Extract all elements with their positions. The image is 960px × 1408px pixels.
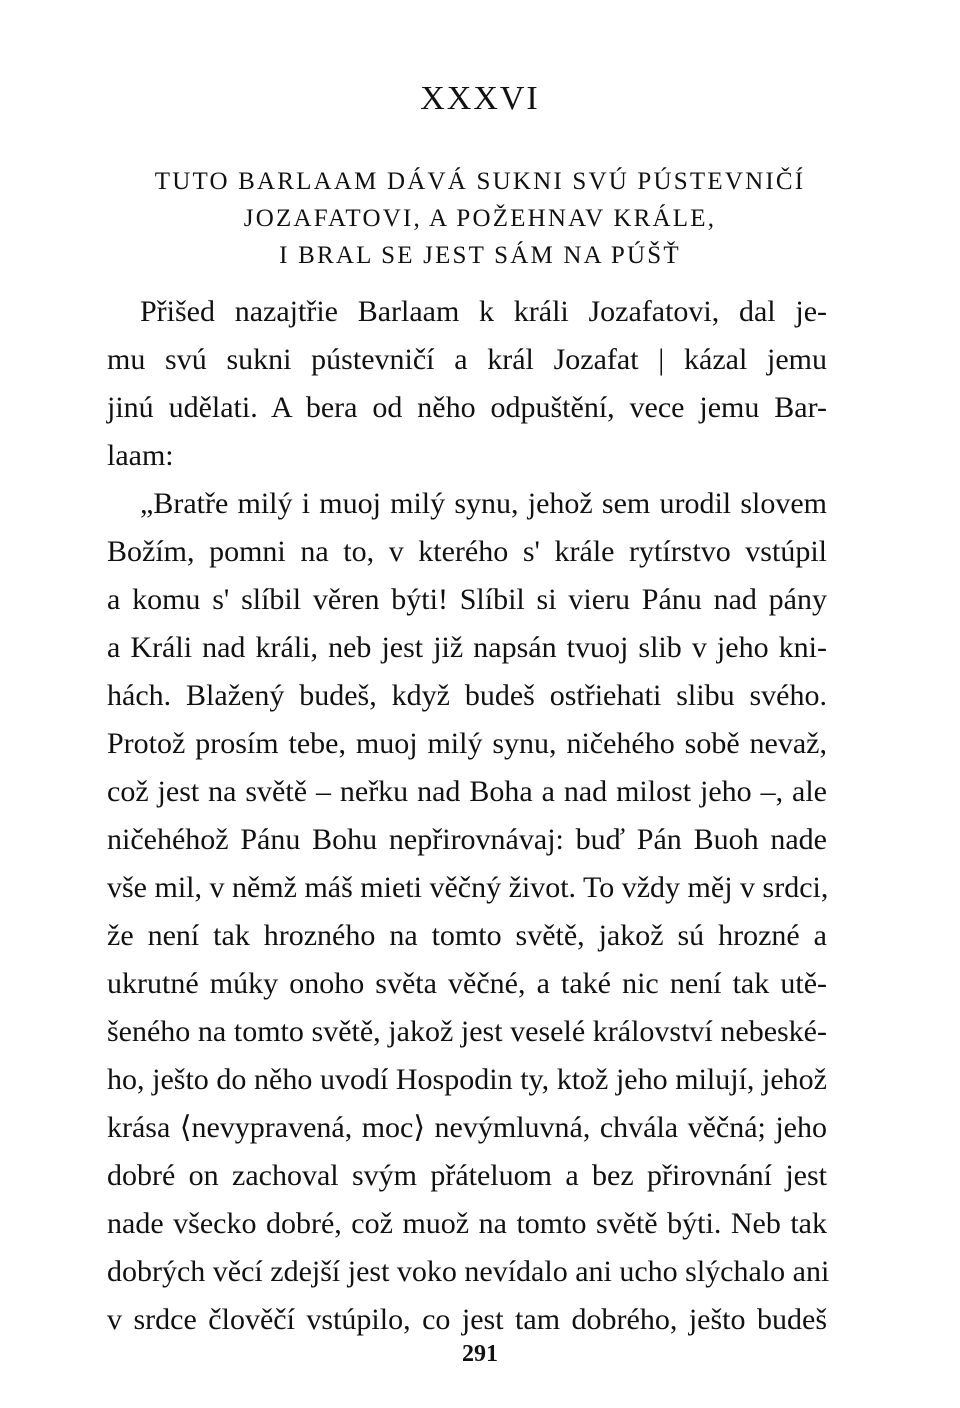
text-line: Přišed nazajtřie Barlaam k králi Jozafatovi, dal je- — [140, 295, 827, 328]
text-line: mu svú sukni pústevničí a král Jozafat | kázal jemu — [107, 343, 827, 376]
text-line: ničehéhož Pánu Bohu nepřirovnávaj: buď Pán Buoh nade — [107, 823, 827, 856]
text-line: a komu s' slíbil věren býti! Slíbil si vieru Pánu nad pány — [107, 583, 827, 616]
text-line: Protož prosím tebe, muoj milý synu, ničehého sobě nevaž, — [107, 727, 827, 760]
text-line: v srdce člověčí vstúpilo, co jest tam dobrého, ješto budeš — [107, 1303, 827, 1336]
text-line: nade všecko dobré, což muož na tomto světě býti. Neb tak — [107, 1207, 827, 1240]
heading-line: JOZAFATOVI, A POŽEHNAV KRÁLE, — [243, 205, 717, 232]
text-line: dobrých věcí zdejší jest voko nevídalo ani ucho slýchalo ani — [107, 1255, 830, 1288]
text-line: krása ⟨nevypravená, moc⟩ nevýmluvná, chvála věčná; jeho — [107, 1111, 827, 1144]
text-line: jinú udělati. A bera od něho odpuštění, vece jemu Bar- — [107, 391, 827, 424]
text-line: dobré on zachoval svým přáteluom a bez přirovnání jest — [107, 1159, 827, 1192]
text-line: Božím, pomni na to, v kterého s' krále rytírstvo vstúpil — [107, 535, 827, 568]
text-line: hách. Blažený budeš, když budeš ostřiehati slibu svého. — [107, 679, 827, 712]
text-line: což jest na světě – neřku nad Boha a nad milost jeho –, ale — [107, 775, 827, 808]
text-line: vše mil, v němž máš mieti věčný život. To vždy měj v srdci, — [107, 871, 829, 904]
text-line: a Králi nad králi, neb jest již napsán tvuoj slib v jeho kni- — [107, 631, 827, 664]
chapter-heading — [0, 163, 960, 274]
chapter-number: XXXVI — [420, 80, 540, 117]
text-line: že není tak hrozného na tomto světě, jakož sú hrozné a — [107, 919, 827, 952]
text-line: ukrutné múky onoho světa věčné, a také nic není tak utě- — [107, 967, 827, 1000]
heading-line: TUTO BARLAAM DÁVÁ SUKNI SVÚ PÚSTEVNIČÍ — [154, 168, 806, 195]
text-line: „Bratře milý i muoj milý synu, jehož sem urodil slovem — [140, 487, 827, 520]
text-line: laam: — [107, 439, 174, 472]
heading-line: I BRAL SE JEST SÁM NA PÚŠŤ — [279, 242, 681, 269]
page-number: 291 — [462, 1341, 498, 1367]
text-line: ho, ješto do něho uvodí Hospodin ty, ktož jeho milují, jehož — [107, 1063, 827, 1096]
text-line: šeného na tomto světě, jakož jest veselé království nebeské- — [107, 1015, 827, 1048]
